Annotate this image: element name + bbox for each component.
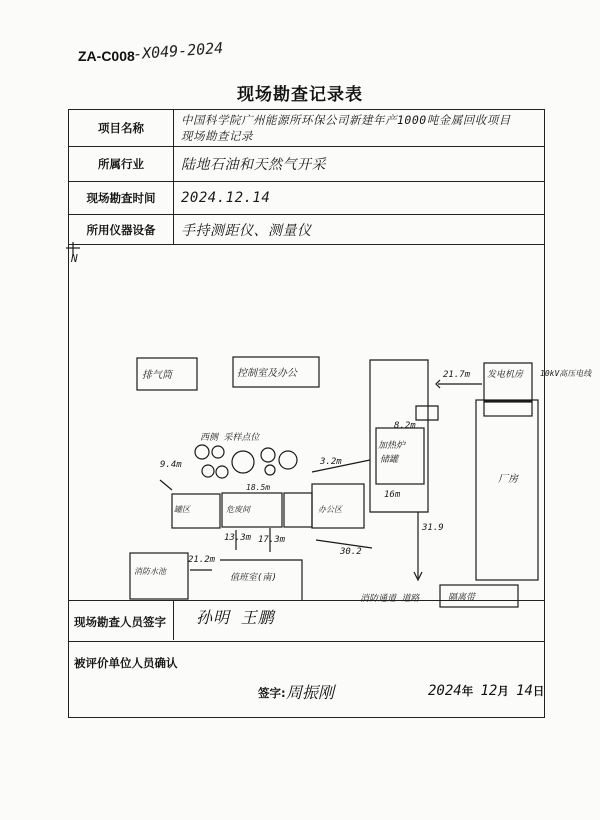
sketch-distance-1: 9.4m [160,460,182,470]
sketch-label-f: 加热炉 [378,441,406,451]
sketch-label-a: 排气筒 [142,370,172,381]
sketch-label-h: 办公区 [318,505,342,514]
value-industry: 陆地石油和天然气开采 [181,157,326,173]
date-day-unit: 日 [532,684,545,698]
sketch-distance-7: 31.9 [422,523,444,533]
sketch-distance-4: 21.2m [188,555,216,565]
sketch-label-l: 厂房 [498,474,518,485]
sketch-distance-3: 17.3m [258,535,286,545]
date-day: 14 [516,683,533,699]
sketch-bottom-label: 消防通道 道路 [360,594,420,604]
sketch-circle-5 [279,451,297,469]
label-industry: 所属行业 [69,147,174,181]
sketch-north-label: N [71,252,78,265]
confirm-signature: 周振刚 [286,683,335,702]
sketch-box-l [476,400,538,580]
sketch-distance-0: 21.7m [443,370,471,380]
sketch-circle-1 [195,445,209,459]
sketch-circle-2 [212,446,224,458]
page-title: 现场勘查记录表 [237,85,363,105]
sketch-circle-4 [261,448,275,462]
inspector-sign-label: 现场勘查人员签字 [74,615,166,629]
sketch-label-i: 值班室(南) [230,573,277,583]
sketch-distance-8: 3.2m [320,457,342,467]
date-year-unit: 年 [461,684,474,698]
sketch-label-c: 储罐 [380,455,399,465]
label-project-name: 项目名称 [69,110,174,146]
sketch-distance-2: 13.3m [224,533,252,543]
sketch-circle-6 [202,465,214,477]
sketch-label-b: 控制室及办公 [237,368,297,379]
sketch-box-top-right [484,363,532,401]
sketch-distance-9: 18.5m [246,483,271,492]
date-month: 12 [480,683,498,699]
sketch-distance-10: 16m [384,490,401,500]
confirm-label: 被评价单位人员确认 [74,656,178,670]
sketch-label-k: 发电机房 [487,370,524,380]
sketch-label-g: 危废间 [226,505,250,514]
date-year: 2024 [428,683,462,699]
sketch-dash-box [416,406,438,420]
sketch-distance-6: 30.2 [340,547,362,557]
sketch-box-g2 [284,493,312,527]
value-project-name-line2: 现场勘查记录 [181,129,253,143]
sketch-note-right: 10kV高压电线 [540,369,592,378]
label-instruments: 所用仪器设备 [69,215,174,244]
sketch-note-circles: 西侧 采样点位 [200,433,260,443]
confirm-sign-prefix: 签字: [258,686,286,700]
inspector-signature: 孙明 王鹏 [196,608,275,627]
sketch-label-d: 消防水池 [134,567,166,576]
sketch-box-d [130,553,188,599]
label-inspection-time: 现场勘查时间 [69,182,174,214]
sketch-distance-5: 8.2m [394,421,416,431]
form-code-printed: ZA-C008 [78,48,135,64]
sketch-label-e: 罐区 [174,505,190,514]
form-code-handwritten: -X049-2024 [132,38,224,64]
sketch-circle-3 [232,451,254,473]
date-month-unit: 月 [497,684,509,698]
sketch-circle-8 [265,465,275,475]
value-inspection-time: 2024.12.14 [181,190,271,206]
sketch-circle-7 [216,466,228,478]
sketch-box-top-right-sub [484,402,532,416]
value-instruments: 手持测距仪、测量仪 [181,222,312,239]
sketch-label-n: 隔离带 [448,593,476,603]
value-project-name-line1: 中国科学院广州能源所环保公司新建年产1000吨金属回收项目 [181,113,511,127]
confirm-date [428,683,544,699]
